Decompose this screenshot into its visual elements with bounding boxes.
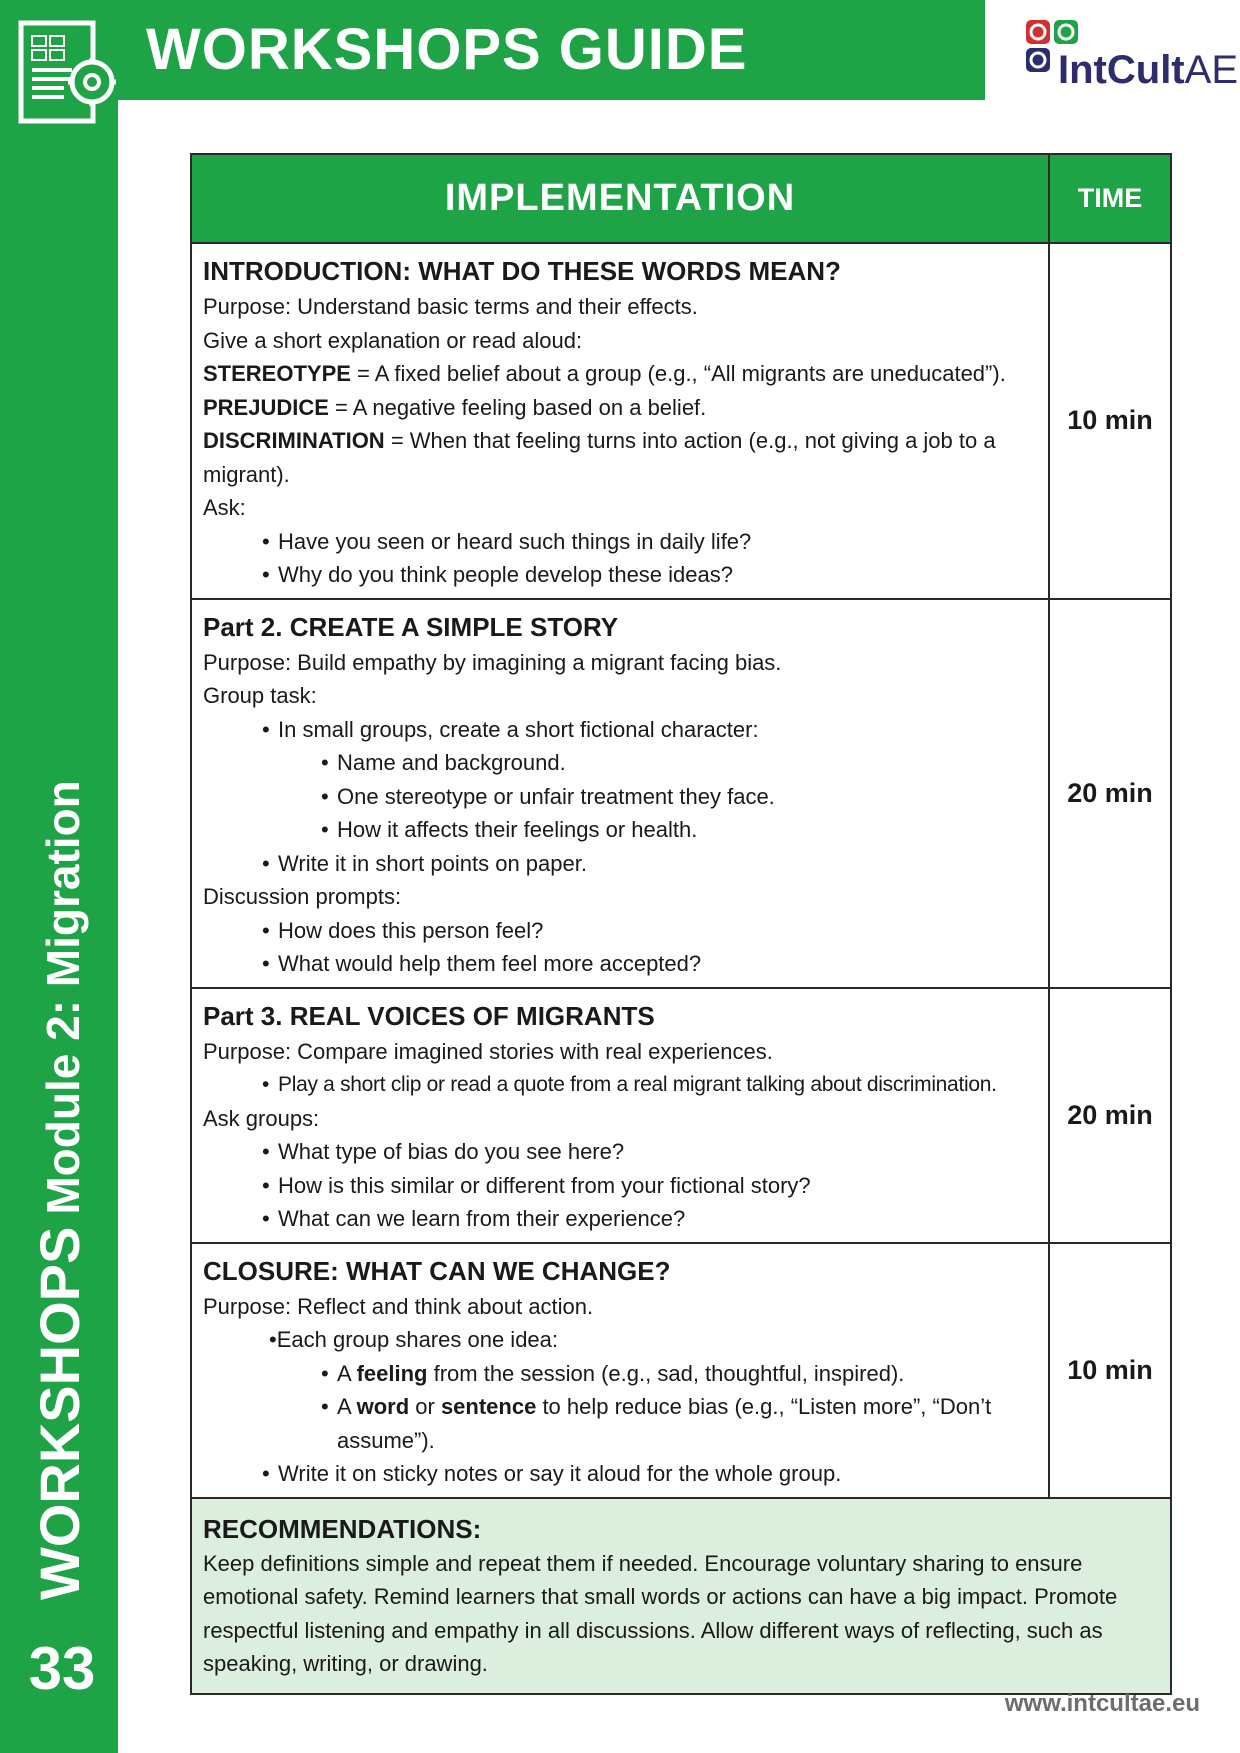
time-value: 10 min — [1049, 1243, 1171, 1498]
table-row-part-2 — [191, 599, 1171, 988]
recommendations-text: Keep definitions simple and repeat them if needed. Encourage voluntary sharing to ensure emotional safety. Remind learners that small words or actions can have a big impact. Promote respectful listening and empathy in all discussions. Allow different ways of reflecting, such as speaking, writing, or drawing. — [203, 1550, 1118, 1676]
sidebar-title — [30, 780, 93, 1600]
section-purpose: Purpose: Build empathy by imagining a migrant facing bias. — [203, 649, 782, 675]
term-stereotype: STEREOTYPE = A fixed belief about a group (e.g., “All migrants are uneducated”). — [203, 361, 1006, 386]
term-discrimination: DISCRIMINATION = When that feeling turns into action (e.g., not giving a job to a migrant). — [203, 428, 996, 487]
table-header-row — [191, 154, 1171, 243]
list-item: • A word or sentence to help reduce bias (e.g., “Listen more”, “Don’t assume”). — [203, 1390, 1038, 1457]
list-item: • Write it on sticky notes or say it aloud for the whole group. — [203, 1457, 1038, 1491]
list-item: • How is this similar or different from your fictional story? — [203, 1169, 1038, 1203]
list-item: • What type of bias do you see here? — [203, 1135, 1038, 1169]
section-title: INTRODUCTION: WHAT DO THESE WORDS MEAN? — [203, 256, 841, 286]
section-ask: Ask groups: — [203, 1105, 320, 1131]
recommendations-box — [191, 1498, 1171, 1694]
list-item: • Have you seen or heard such things in daily life? — [203, 525, 1038, 559]
table-row-recommendations — [191, 1498, 1171, 1694]
column-header-time: TIME — [1049, 154, 1171, 243]
sidebar-title-module: Module 2: Migration — [37, 780, 89, 1215]
section-title: CLOSURE: WHAT CAN WE CHANGE? — [203, 1255, 671, 1286]
list-item: • Write it in short points on paper. — [203, 847, 1038, 881]
table-row-closure — [191, 1243, 1171, 1498]
list-item: • How it affects their feelings or health. — [203, 813, 1038, 847]
section-ask: Ask: — [203, 495, 246, 520]
part-3-content — [191, 988, 1049, 1243]
table-row-introduction — [191, 243, 1171, 599]
introduction-content — [191, 243, 1049, 599]
section-lead: Group task: — [203, 683, 317, 708]
section-title: Part 3. REAL VOICES OF MIGRANTS — [203, 1000, 655, 1031]
section-purpose: Purpose: Compare imagined stories with real experiences. — [203, 1038, 773, 1064]
list-item: • Why do you think people develop these ideas? — [203, 558, 1038, 592]
list-item: • Name and background. — [203, 746, 1038, 780]
section-purpose: Purpose: Reflect and think about action. — [203, 1293, 594, 1319]
list-item: • What would help them feel more accepted? — [203, 947, 1038, 981]
sidebar-title-bold: WORKSHOPS — [28, 1226, 91, 1600]
time-value: 10 min — [1049, 243, 1171, 599]
list-item: • How does this person feel? — [203, 914, 1038, 948]
list-item: • What can we learn from their experience? — [203, 1202, 1038, 1236]
list-item: • One stereotype or unfair treatment they face. — [203, 780, 1038, 814]
time-value: 20 min — [1049, 988, 1171, 1243]
page-title: WORKSHOPS GUIDE — [146, 17, 748, 82]
column-header-implementation: IMPLEMENTATION — [191, 154, 1049, 243]
prompts-label: Discussion prompts: — [203, 884, 402, 909]
list-item: • In small groups, create a short fictional character: — [203, 713, 1038, 747]
page-number: 33 — [28, 1635, 96, 1702]
section-title: Part 2. CREATE A SIMPLE STORY — [203, 611, 619, 642]
intcultae-logo — [1024, 18, 1238, 92]
footer-url: www.intcultae.eu — [1004, 1690, 1200, 1717]
table-row-part-3 — [191, 988, 1171, 1243]
section-purpose: Purpose: Understand basic terms and their effects. — [203, 294, 698, 319]
list-item: • A feeling from the session (e.g., sad, thoughtful, inspired). — [203, 1357, 1038, 1391]
term-prejudice: PREJUDICE = A negative feeling based on a belief. — [203, 394, 707, 420]
implementation-table — [190, 153, 1172, 1695]
section-lead: Give a short explanation or read aloud: — [203, 327, 583, 353]
part-2-content — [191, 599, 1049, 988]
closure-content — [191, 1243, 1049, 1498]
document-gear-icon — [18, 20, 118, 128]
recommendations-title: RECOMMENDATIONS: — [203, 1513, 482, 1544]
time-value: 20 min — [1049, 599, 1171, 988]
logo-wordmark: IntCultAE — [1058, 48, 1238, 92]
list-item: • Play a short clip or read a quote from a real migrant talking about discrimination. — [203, 1068, 1038, 1102]
section-lead: •Each group shares one idea: — [269, 1327, 559, 1352]
